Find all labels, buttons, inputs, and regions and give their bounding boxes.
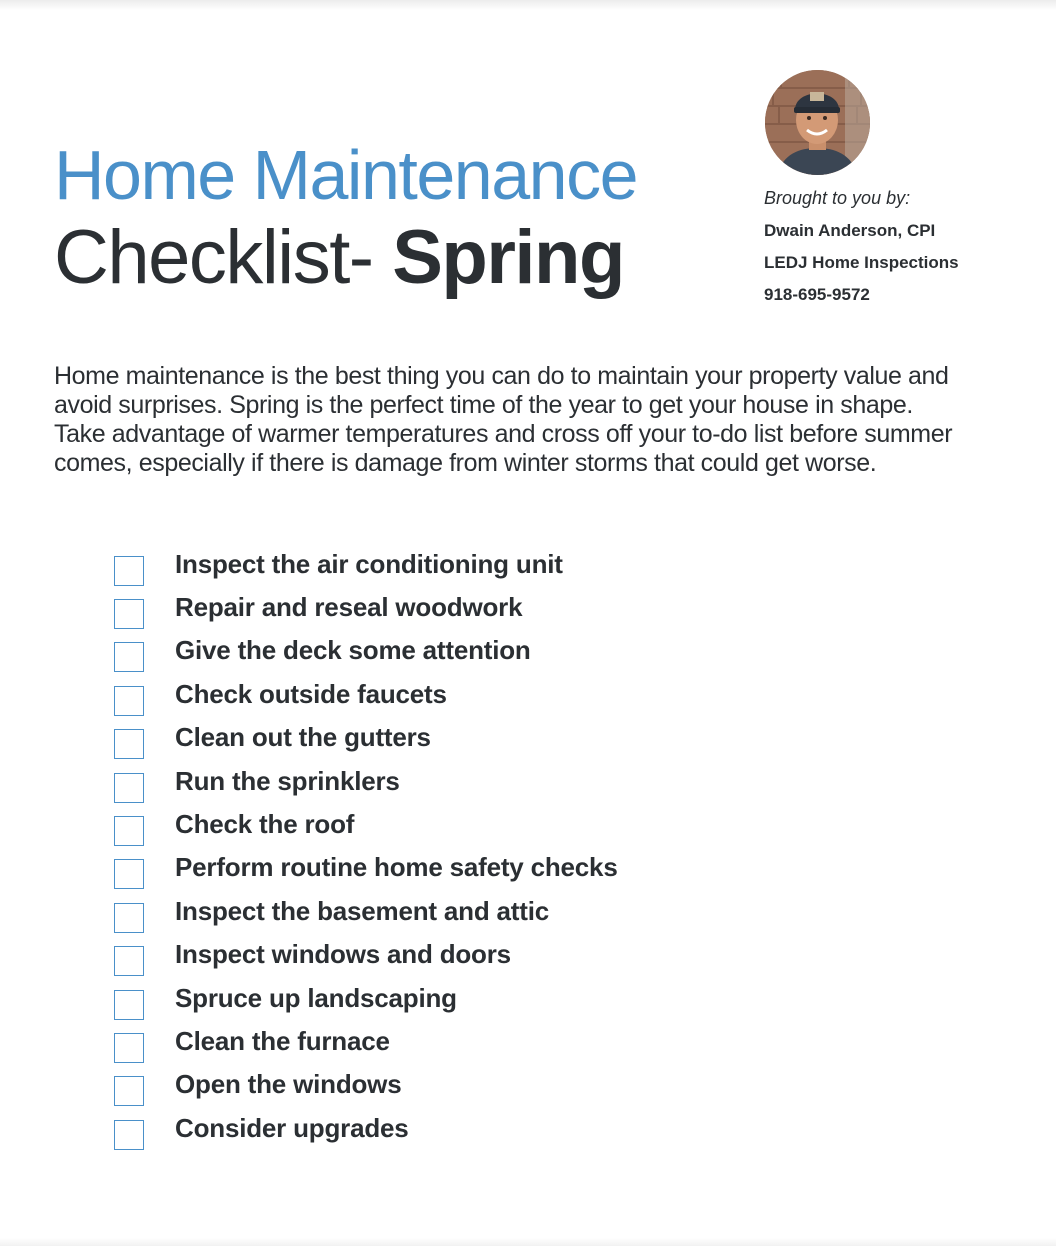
checklist-item [114, 1019, 618, 1062]
checklist-item [114, 933, 618, 976]
checkbox[interactable] [114, 642, 144, 672]
page-top-edge [0, 0, 1056, 10]
checklist-item [114, 1063, 618, 1106]
checklist-item-label: Clean the furnace [175, 1025, 390, 1056]
checkbox[interactable] [114, 1120, 144, 1150]
checkbox[interactable] [114, 686, 144, 716]
checklist-item [114, 846, 618, 889]
checkbox[interactable] [114, 859, 144, 889]
company-name: LEDJ Home Inspections [764, 253, 959, 272]
checklist-item [114, 889, 618, 932]
checkbox[interactable] [114, 816, 144, 846]
checklist-item-label: Give the deck some attention [175, 635, 531, 666]
checklist-item-label: Inspect the air conditioning unit [175, 548, 563, 579]
checkbox[interactable] [114, 729, 144, 759]
checklist-item-label: Run the sprinklers [175, 765, 400, 796]
checklist-item-label: Repair and reseal woodwork [175, 592, 523, 623]
checkbox[interactable] [114, 1033, 144, 1063]
byline [764, 186, 1024, 307]
page-title-line2 [54, 215, 624, 300]
checklist-item [114, 976, 618, 1019]
page-bottom-edge [0, 1238, 1056, 1246]
checkbox[interactable] [114, 1076, 144, 1106]
checkbox[interactable] [114, 946, 144, 976]
checklist-item-label: Spruce up landscaping [175, 982, 457, 1013]
checklist-item-label: Perform routine home safety checks [175, 852, 618, 883]
checkbox[interactable] [114, 599, 144, 629]
checklist-item [114, 802, 618, 845]
checklist-item-label: Check the roof [175, 809, 355, 840]
checklist-item-label: Inspect windows and doors [175, 939, 511, 970]
byline-intro: Brought to you by: [764, 188, 911, 208]
inspector-photo [765, 70, 870, 175]
checkbox[interactable] [114, 990, 144, 1020]
checklist-item-label: Open the windows [175, 1069, 402, 1100]
checklist-item-label: Clean out the gutters [175, 722, 431, 753]
checkbox[interactable] [114, 903, 144, 933]
title-season: Spring [392, 215, 624, 300]
title-prefix: Checklist- [54, 215, 393, 300]
checklist-item [114, 672, 618, 715]
phone-number: 918-695-9572 [764, 285, 870, 304]
maintenance-checklist [114, 542, 618, 1149]
checkbox[interactable] [114, 773, 144, 803]
checklist-item-label: Check outside faucets [175, 678, 447, 709]
checklist-item-label: Consider upgrades [175, 1112, 409, 1143]
inspector-name: Dwain Anderson, CPI [764, 221, 936, 240]
checklist-item [114, 1106, 618, 1149]
checklist-item [114, 629, 618, 672]
checklist-item [114, 716, 618, 759]
checklist-item [114, 759, 618, 802]
checklist-item [114, 585, 618, 628]
checklist-item [114, 542, 618, 585]
intro-paragraph: Home maintenance is the best thing you can do to maintain your property value and avoid surprises. Spring is the perfect time of the year to get your house in shape. Take advantage of warmer temperatures and cross off your to-do list before summer comes, especially if there is damage from winter storms that could get worse. [54, 362, 953, 477]
page-title-line1: Home Maintenance [54, 136, 637, 214]
checklist-item-label: Inspect the basement and attic [175, 895, 549, 926]
checkbox[interactable] [114, 556, 144, 586]
